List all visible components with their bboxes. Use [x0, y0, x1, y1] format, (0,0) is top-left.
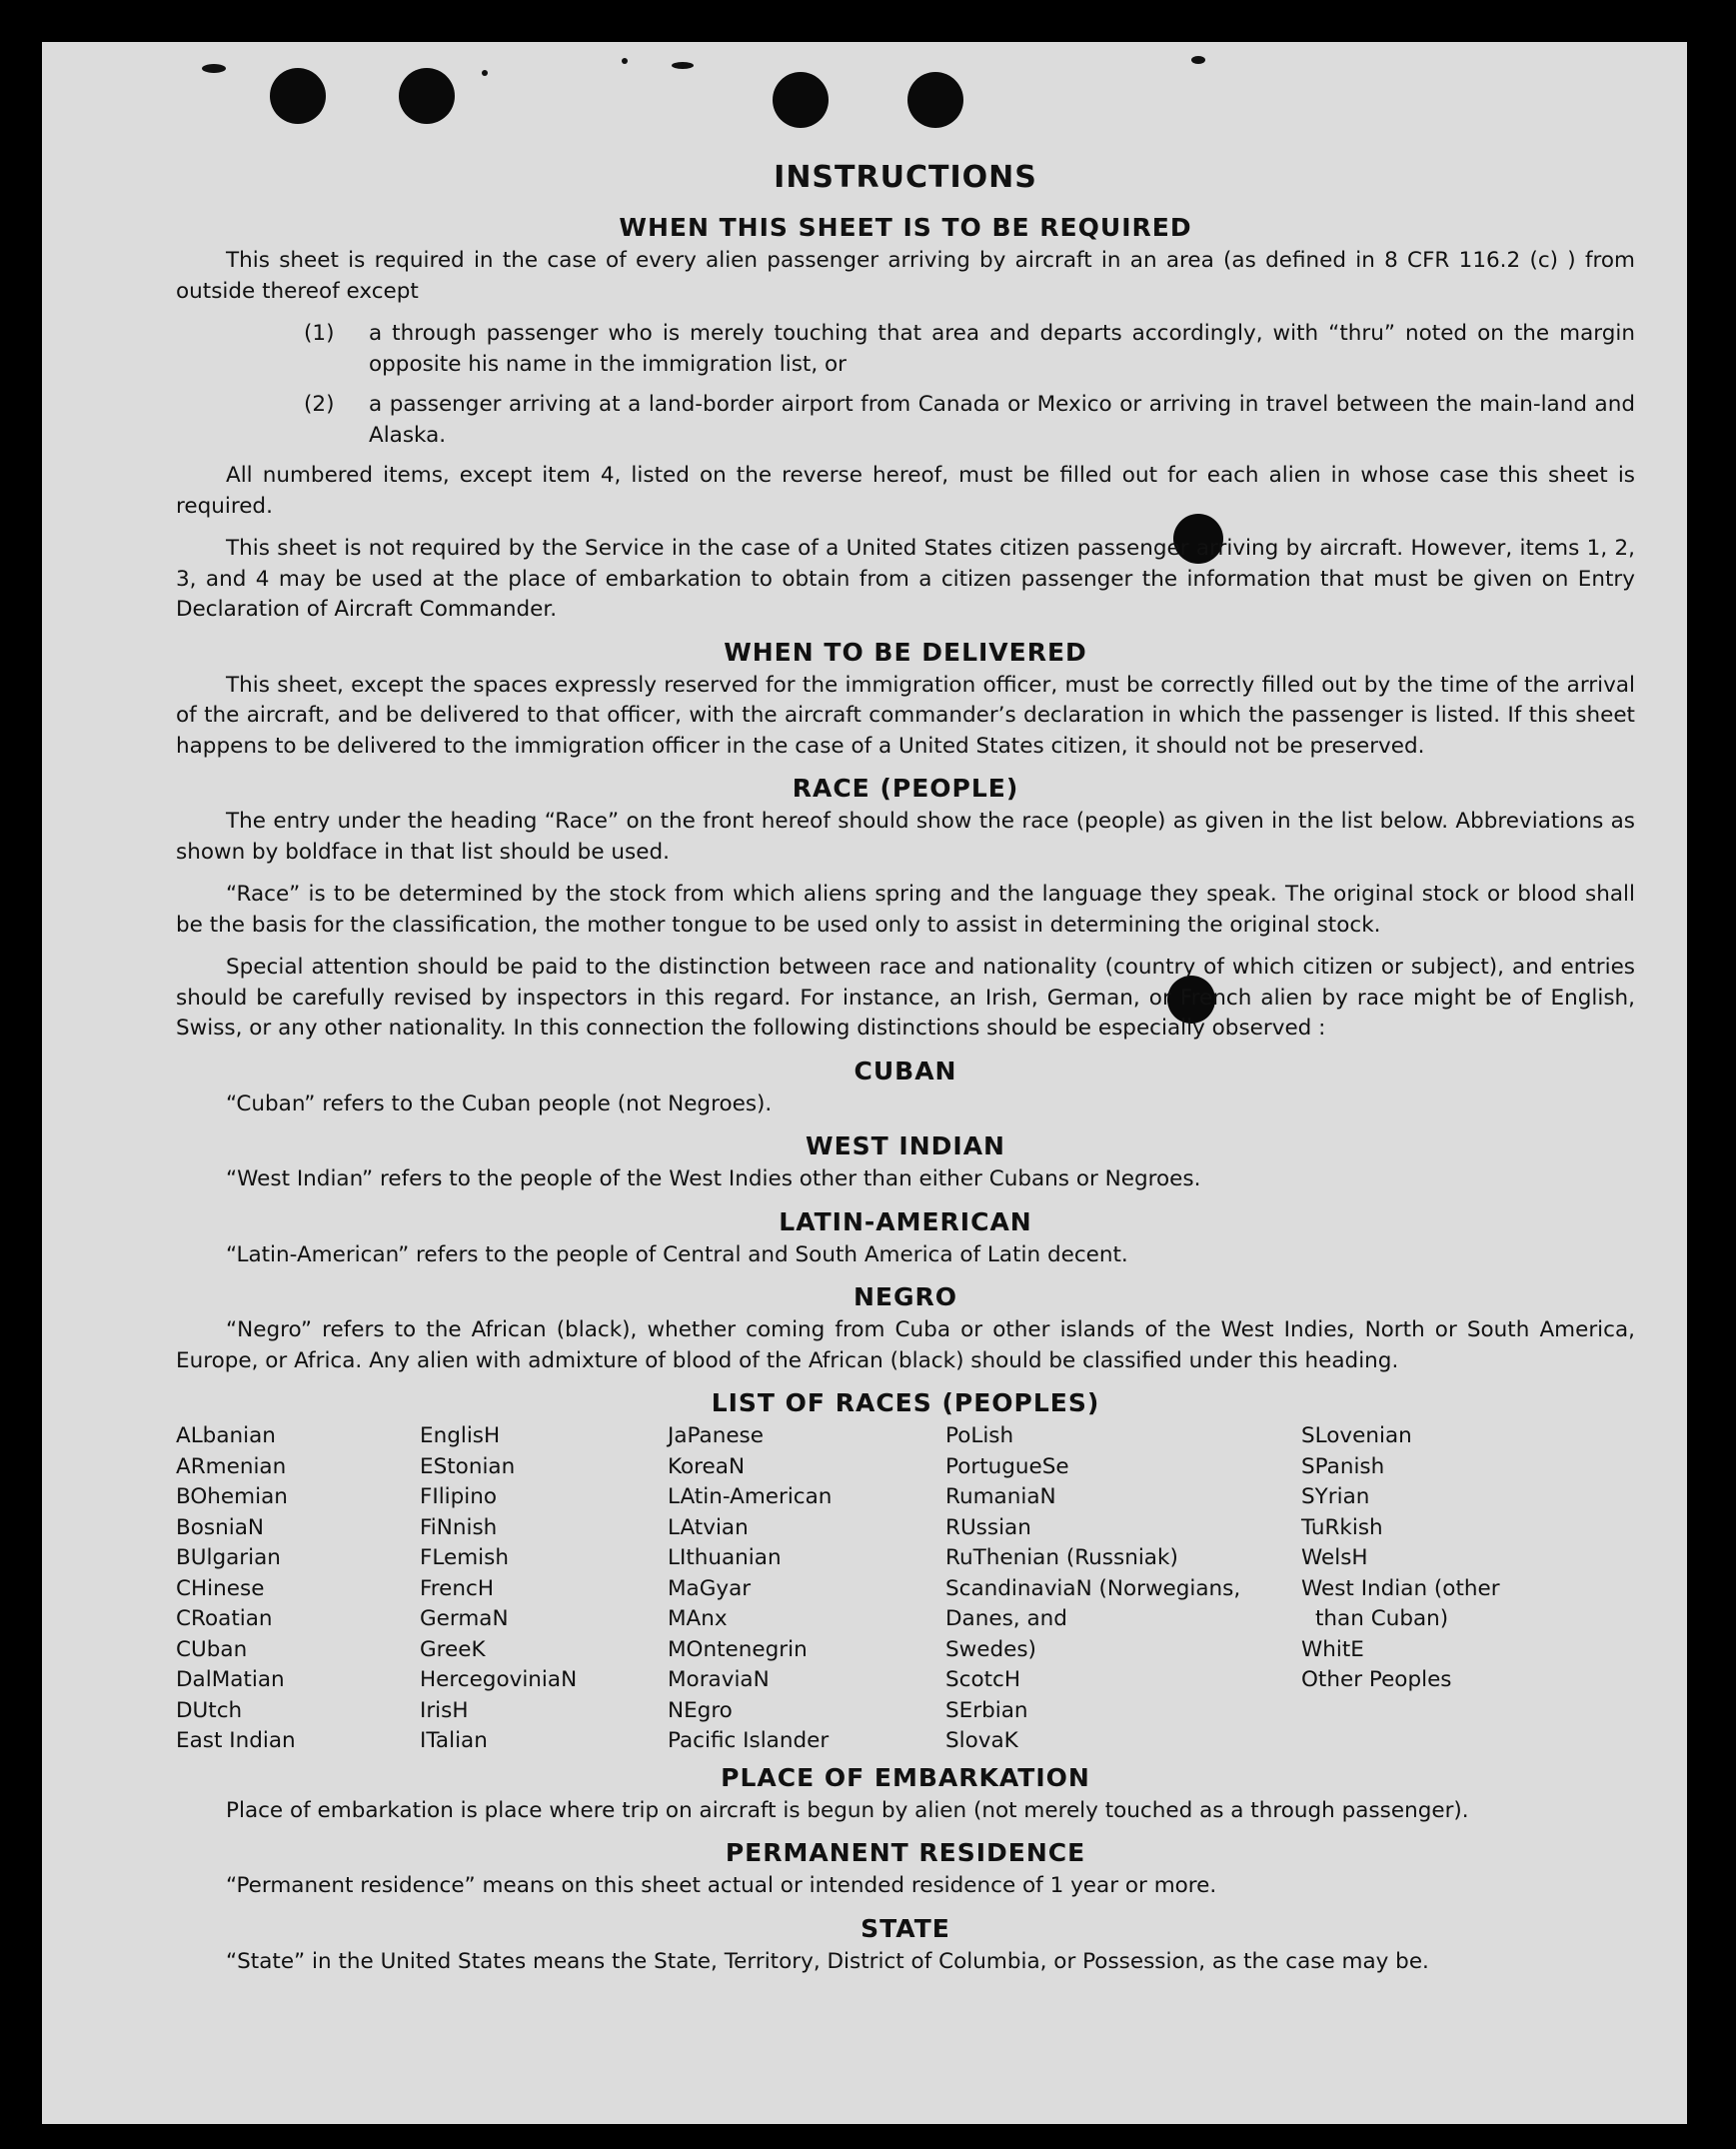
race-entry: CRoatian — [176, 1606, 273, 1631]
race-entry: EnglisH — [420, 1423, 501, 1448]
race-entry: SErbian — [945, 1697, 1028, 1723]
race-entry: Other Peoples — [1301, 1667, 1452, 1692]
race-entry: FIlipino — [420, 1484, 498, 1509]
punch-hole — [399, 68, 455, 124]
race-list — [176, 1421, 1635, 1757]
race-entry: MaGyar — [668, 1575, 752, 1601]
race-paragraph-3: Special attention should be paid to the distinction between race and nationality (country of which citizen or subject), and entries should be carefully revised by inspectors in this regard. For instance, an Irish, German, or French alien by race might be of English, Swiss, or any other nationality. In this connection the following distinctions should be especially observed : — [176, 955, 1635, 1041]
section-heading-race: RACE (PEOPLE) — [792, 774, 1019, 803]
race-paragraph-1: The entry under the heading “Race” on the front hereof should show the race (people) as given in the list below. Abbreviations as shown by boldface in that list should be used. — [176, 809, 1635, 865]
item-number: (1) — [304, 321, 335, 346]
exception-item — [176, 319, 1635, 380]
race-entry: JaPanese — [668, 1423, 764, 1448]
race-entry: BUlgarian — [176, 1545, 281, 1570]
race-entry: FLemish — [420, 1545, 509, 1570]
race-entry: ScotcH — [945, 1667, 1021, 1692]
latin-american-paragraph: “Latin-American” refers to the people of Central and South America of Latin decent. — [226, 1241, 1128, 1267]
race-entry: DalMatian — [176, 1667, 285, 1692]
delivered-paragraph: This sheet, except the spaces expressly reserved for the immigration officer, must be correctly filled out by the time of the arrival of the aircraft, and be delivered to that officer, with the aircraft commander’s declaration in which the passenger is listed. If this sheet happens to be delivered to the immigration officer in the case of a United States citizen, it should not be preserved. — [176, 672, 1635, 759]
race-entry: IrisH — [420, 1697, 469, 1723]
section-heading-state: STATE — [861, 1913, 950, 1943]
negro-paragraph: “Negro” refers to the African (black), whether coming from Cuba or other islands of the West Indies, North or South America, Europe, or Africa. Any alien with admixture of blood of the African (black) should be classified under this heading. — [176, 1317, 1635, 1373]
race-entry: East Indian — [176, 1728, 296, 1753]
race-entry: MoraviaN — [668, 1667, 770, 1692]
cuban-paragraph: “Cuban” refers to the Cuban people (not Negroes). — [226, 1090, 773, 1116]
race-entry: LIthuanian — [668, 1545, 782, 1570]
race-entry: CHinese — [176, 1575, 265, 1601]
section-heading-delivered: WHEN TO BE DELIVERED — [724, 637, 1087, 667]
race-entry: MOntenegrin — [668, 1636, 808, 1662]
section-heading-west-indian: WEST INDIAN — [806, 1131, 1005, 1160]
section-heading-negro: NEGRO — [853, 1282, 958, 1311]
section-heading-embarkation: PLACE OF EMBARKATION — [721, 1762, 1090, 1792]
race-entry: West Indian (other — [1301, 1575, 1500, 1601]
item-number: (2) — [304, 392, 335, 417]
punch-hole — [907, 72, 963, 128]
race-entry: PortugueSe — [945, 1453, 1069, 1479]
race-entry: FiNnish — [420, 1514, 498, 1540]
race-entry: than Cuban) — [1315, 1606, 1449, 1631]
section-heading-list-of-races: LIST OF RACES (PEOPLES) — [711, 1388, 1100, 1417]
race-entry: KoreaN — [668, 1453, 746, 1479]
race-entry: Pacific Islander — [668, 1728, 830, 1753]
race-column — [945, 1421, 1301, 1757]
race-entry: SlovaK — [945, 1728, 1018, 1753]
section-heading-residence: PERMANENT RESIDENCE — [725, 1838, 1086, 1867]
punch-hole — [270, 68, 326, 124]
section-heading-latin-american: LATIN-AMERICAN — [779, 1206, 1032, 1236]
west-indian-paragraph: “West Indian” refers to the people of the West Indies other than either Cubans or Negroes. — [226, 1166, 1201, 1191]
race-entry: WelsH — [1301, 1545, 1368, 1570]
race-column — [176, 1421, 420, 1757]
exception-item — [176, 390, 1635, 451]
race-entry: RuThenian (Russniak) — [945, 1545, 1178, 1570]
race-entry: DUtch — [176, 1697, 243, 1723]
section-heading-required: WHEN THIS SHEET IS TO BE REQUIRED — [619, 213, 1192, 242]
ink-speck — [622, 58, 628, 64]
race-entry: SYrian — [1301, 1484, 1370, 1509]
race-entry: BosniaN — [176, 1514, 264, 1540]
race-entry: BOhemian — [176, 1484, 288, 1509]
race-entry: WhitE — [1301, 1636, 1364, 1662]
item-text: a through passenger who is merely touching that area and departs accordingly, with “thru” noted on the margin opposite his name in the immigration list, or — [369, 321, 1635, 377]
ink-speck — [202, 64, 226, 73]
race-entry: Swedes) — [945, 1636, 1036, 1662]
ink-speck — [482, 70, 488, 76]
race-entry: HercegoviniaN — [420, 1667, 578, 1692]
required-paragraph-3: This sheet is not required by the Service in the case of a United States citizen passenger arriving by aircraft. However, items 1, 2, 3, and 4 may be used at the place of embarkation to obtain from a citizen passenger the information that must be given on Entry Declaration of Aircraft Commander. — [176, 536, 1635, 622]
race-entry: CUban — [176, 1636, 248, 1662]
race-entry: ScandinaviaN (Norwegians, — [945, 1575, 1241, 1601]
race-entry: ITalian — [420, 1728, 488, 1753]
race-entry: RUssian — [945, 1514, 1031, 1540]
state-paragraph: “State” in the United States means the State, Territory, District of Columbia, or Possession, as the case may be. — [226, 1948, 1429, 1974]
instructions-content — [176, 160, 1635, 1989]
race-entry: RumaniaN — [945, 1484, 1056, 1509]
race-entry: TuRkish — [1301, 1514, 1383, 1540]
document-page — [42, 42, 1687, 2124]
item-text: a passenger arriving at a land-border airport from Canada or Mexico or arriving in travel between the main-land and Alaska. — [369, 392, 1635, 448]
race-entry: ARmenian — [176, 1453, 287, 1479]
race-entry: EStonian — [420, 1453, 516, 1479]
race-paragraph-2: “Race” is to be determined by the stock from which aliens spring and the language they speak. The original stock or blood shall be the basis for the classification, the mother tongue to be used only to assist in determining the original stock. — [176, 882, 1635, 938]
required-intro: This sheet is required in the case of every alien passenger arriving by aircraft in an area (as defined in 8 CFR 116.2 (c) ) from outside thereof except — [176, 248, 1635, 304]
race-entry: GermaN — [420, 1606, 509, 1631]
race-entry: MAnx — [668, 1606, 728, 1631]
race-column — [420, 1421, 668, 1757]
race-entry: SLovenian — [1301, 1423, 1412, 1448]
ink-speck — [1191, 56, 1205, 64]
race-entry: FrencH — [420, 1575, 495, 1601]
embarkation-paragraph: Place of embarkation is place where trip on aircraft is begun by alien (not merely touched as a through passenger). — [226, 1797, 1469, 1823]
section-heading-cuban: CUBAN — [854, 1056, 957, 1085]
race-column — [1301, 1421, 1601, 1757]
ink-speck — [672, 62, 694, 69]
punch-hole — [773, 72, 829, 128]
race-entry: LAtin-American — [668, 1484, 833, 1509]
residence-paragraph: “Permanent residence” means on this sheet actual or intended residence of 1 year or more. — [226, 1873, 1217, 1898]
race-entry: NEgro — [668, 1697, 733, 1723]
race-entry: SPanish — [1301, 1453, 1385, 1479]
race-entry: Danes, and — [945, 1606, 1067, 1631]
race-entry: ALbanian — [176, 1423, 276, 1448]
race-entry: PoLish — [945, 1423, 1014, 1448]
race-entry: GreeK — [420, 1636, 486, 1662]
race-entry: LAtvian — [668, 1514, 749, 1540]
page-title: INSTRUCTIONS — [774, 160, 1037, 195]
required-paragraph-2: All numbered items, except item 4, listed on the reverse hereof, must be filled out for each alien in whose case this sheet is required. — [176, 463, 1635, 519]
race-column — [668, 1421, 945, 1757]
